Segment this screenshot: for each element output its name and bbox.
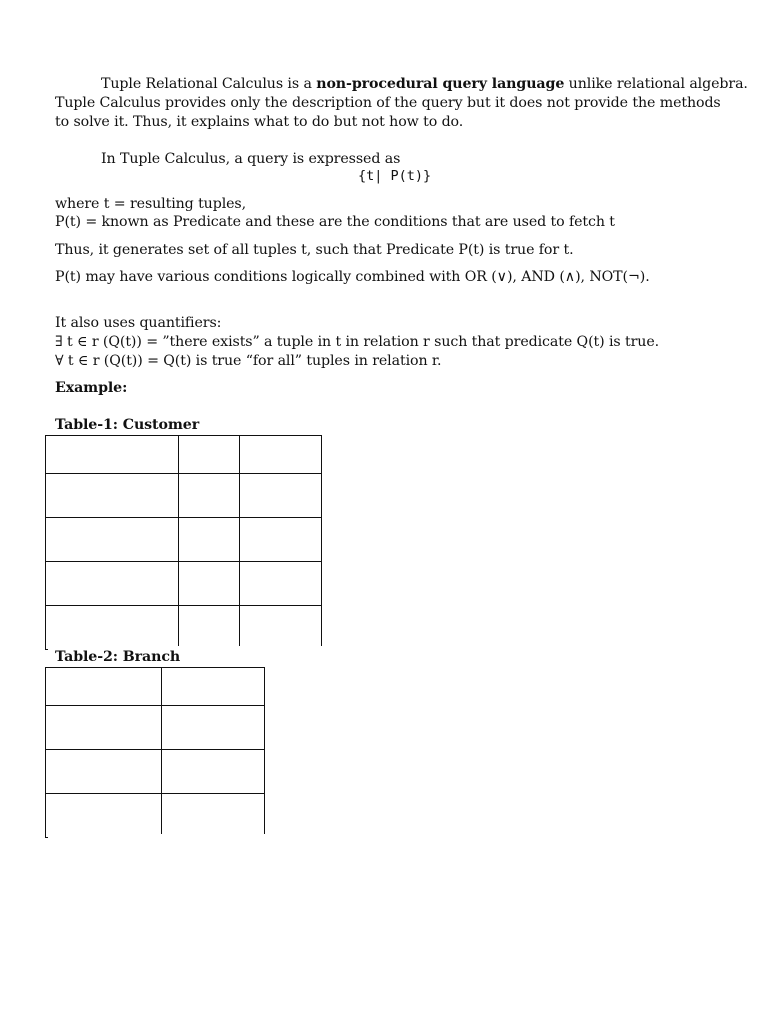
table-row bbox=[46, 706, 265, 750]
table-cell bbox=[179, 436, 240, 474]
table-row bbox=[46, 436, 322, 474]
table2-caption: Table-2: Branch bbox=[55, 649, 181, 665]
intro-line-3: to solve it. Thus, it explains what to do but not how to do. bbox=[55, 114, 464, 130]
table-row bbox=[46, 606, 322, 650]
intro-bold-term: non-procedural query language bbox=[316, 76, 565, 92]
intro-line-2: Tuple Calculus provides only the description of the query but it does not provide the methods bbox=[55, 95, 721, 111]
table-cell bbox=[179, 474, 240, 518]
table-cell bbox=[179, 562, 240, 606]
table-cell bbox=[162, 794, 265, 838]
table-cell bbox=[46, 474, 179, 518]
table-cell bbox=[46, 750, 162, 794]
table-cell bbox=[240, 474, 322, 518]
table-cell bbox=[46, 668, 162, 706]
table-cell bbox=[162, 668, 265, 706]
intro-text-start: Tuple Relational Calculus is a bbox=[101, 76, 317, 92]
quantifier-exists: ∃ t ∈ r (Q(t)) = ”there exists” a tuple in t in relation r such that predicate Q(t) is true. bbox=[55, 334, 660, 350]
definition-line-2: P(t) = known as Predicate and these are the conditions that are used to fetch t bbox=[55, 214, 615, 230]
expression-formula: {t| P(t)} bbox=[358, 168, 432, 184]
definition-line-4: P(t) may have various conditions logically combined with OR (∨), AND (∧), NOT(¬). bbox=[55, 269, 650, 285]
table-cell bbox=[179, 606, 240, 650]
table-cell bbox=[162, 706, 265, 750]
table-row bbox=[46, 562, 322, 606]
table-cell bbox=[179, 518, 240, 562]
table-row bbox=[46, 474, 322, 518]
intro-line-1 bbox=[101, 75, 748, 94]
table2-bottom-cutoff bbox=[48, 834, 268, 838]
table-cell bbox=[46, 794, 162, 838]
definition-line-3: Thus, it generates set of all tuples t, such that Predicate P(t) is true for t. bbox=[55, 242, 574, 258]
table-cell bbox=[162, 750, 265, 794]
quantifiers-heading: It also uses quantifiers: bbox=[55, 315, 222, 331]
customer-table bbox=[45, 435, 322, 650]
table-row bbox=[46, 518, 322, 562]
branch-table bbox=[45, 667, 265, 838]
table-cell bbox=[240, 606, 322, 650]
table-cell bbox=[240, 562, 322, 606]
example-heading: Example: bbox=[55, 380, 128, 396]
expression-text: In Tuple Calculus, a query is expressed as bbox=[101, 151, 401, 167]
table-row bbox=[46, 794, 265, 838]
table-row bbox=[46, 668, 265, 706]
table-cell bbox=[46, 562, 179, 606]
intro-text-end: unlike relational algebra. bbox=[564, 76, 748, 92]
table-cell bbox=[46, 606, 179, 650]
definition-line-1: where t = resulting tuples, bbox=[55, 196, 247, 212]
table-cell bbox=[240, 436, 322, 474]
table-cell bbox=[46, 518, 179, 562]
quantifier-forall: ∀ t ∈ r (Q(t)) = Q(t) is true “for all” tuples in relation r. bbox=[55, 353, 442, 369]
table-cell bbox=[46, 436, 179, 474]
table-cell bbox=[240, 518, 322, 562]
table-row bbox=[46, 750, 265, 794]
table1-caption: Table-1: Customer bbox=[55, 417, 200, 433]
table-cell bbox=[46, 706, 162, 750]
